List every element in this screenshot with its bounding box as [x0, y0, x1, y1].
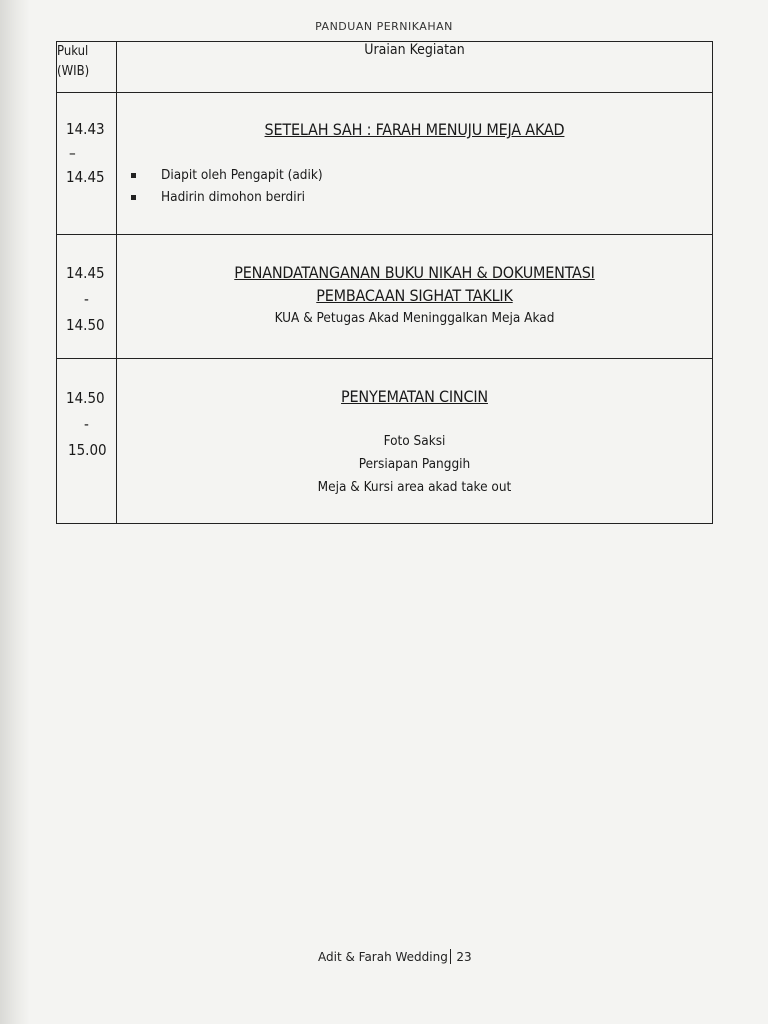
description-cell — [117, 93, 713, 235]
activity-title: SETELAH SAH : FARAH MENUJU MEJA AKAD — [264, 120, 565, 139]
activity-subtitle: PEMBACAAN SIGHAT TAKLIK — [316, 286, 513, 305]
running-header: PANDUAN PERNIKAHAN — [315, 20, 453, 33]
table-row — [57, 93, 713, 235]
time-column-header — [57, 42, 117, 93]
description-column-header: Uraian Kegiatan — [117, 42, 713, 93]
activity-note: Foto Saksi — [383, 433, 446, 449]
time-cell — [57, 93, 117, 235]
time-start: 14.43 — [66, 120, 105, 138]
time-separator: - — [84, 415, 89, 433]
time-end: 15.00 — [68, 441, 107, 459]
activity-title: PENANDATANGANAN BUKU NIKAH & DOKUMENTASI — [234, 263, 595, 282]
list-item: Diapit oleh Pengapit (adik) — [131, 164, 323, 186]
table-row — [57, 235, 713, 359]
time-separator: – — [69, 144, 76, 162]
page-number: 23 — [456, 950, 472, 964]
page-binding-edge — [0, 0, 30, 1024]
page-footer — [318, 949, 472, 964]
description-cell — [117, 235, 713, 359]
activity-title: PENYEMATAN CINCIN — [341, 387, 488, 406]
time-end: 14.50 — [66, 316, 105, 334]
table-row — [57, 359, 713, 524]
time-header-label: Pukul — [57, 44, 89, 59]
footer-title: Adit & Farah Wedding — [318, 950, 448, 964]
activity-note: Persiapan Panggih — [358, 456, 471, 472]
schedule-table — [56, 41, 713, 524]
time-end: 14.45 — [66, 168, 105, 186]
footer-divider — [450, 949, 452, 964]
table-header-row — [57, 42, 713, 93]
activity-note: KUA & Petugas Akad Meninggalkan Meja Akad — [274, 310, 555, 326]
time-start: 14.50 — [66, 389, 105, 407]
description-cell — [117, 359, 713, 524]
list-item: Hadirin dimohon berdiri — [131, 186, 323, 208]
time-separator: - — [84, 290, 89, 308]
time-start: 14.45 — [66, 264, 105, 282]
time-cell — [57, 235, 117, 359]
activity-note: Meja & Kursi area akad take out — [317, 479, 512, 495]
time-header-unit: (WIB) — [57, 64, 90, 79]
activity-bullet-list — [131, 164, 323, 208]
time-cell — [57, 359, 117, 524]
